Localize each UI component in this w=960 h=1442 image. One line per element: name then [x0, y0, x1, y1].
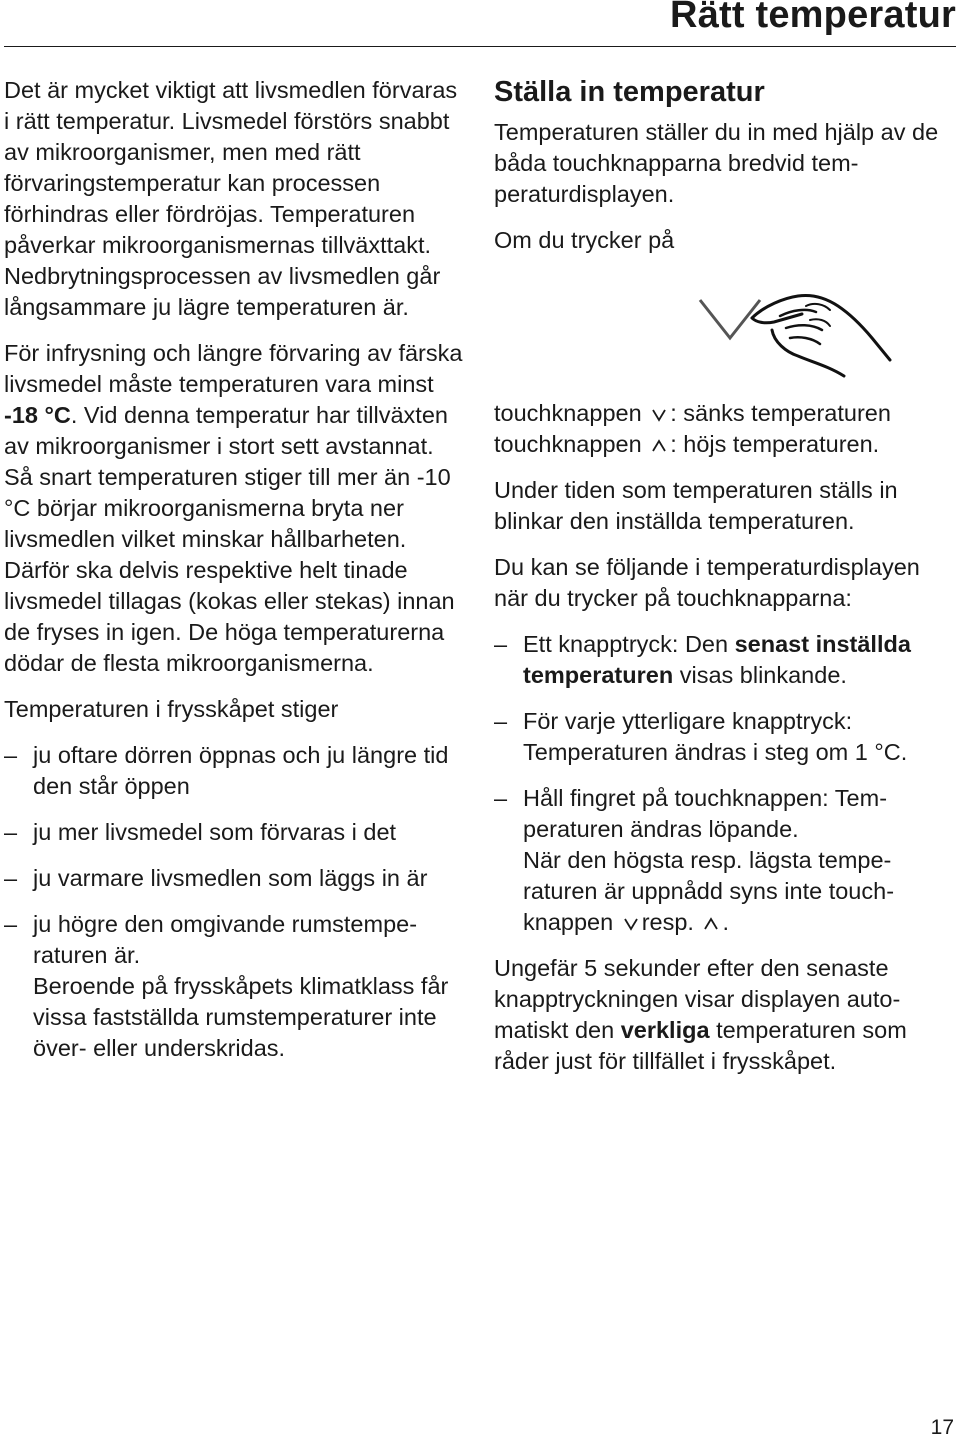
list-item: – Håll fingret på touchknappen: Temperaturen ändras löpande. När den högsta resp. lägsta temperaturen är uppnådd syns inte touchknappen resp. .: [494, 785, 895, 935]
touch-instructions: touchknappen : sänks temperaturen touchknappen : höjs temperaturen.: [494, 400, 891, 457]
chevron-up-icon: [651, 439, 667, 453]
freezing-paragraph: För infrysning och längre förvaring av färska livsmedel måste temperaturen vara minst -18 °C. Vid denna temperatur har tillväxten av mikroorganismer i stort sett avstannat. Så snart temperaturen stiger till mer än -10 °C börjar mikroorganismerna bryta ner livsmedlen vilket minskar hållbarheten. Därför ska delvis respektive helt tinade livsmedel tillagas (kokas eller stekas) innan de fryses in igen. De höga temperaturerna dödar de flesta mikroorganismerna.: [4, 340, 463, 676]
list-item: – Ett knapptryck: Den senast inställda temperaturen visas blinkande.: [494, 631, 911, 688]
chevron-down-icon: [651, 408, 667, 422]
list-item: – ju oftare dörren öppnas och ju längre tid den står öppen: [4, 742, 449, 799]
min-temperature: -18 °C: [4, 402, 71, 428]
intro-paragraph: Det är mycket viktigt att livsmedlen förvaras i rätt temperatur. Livsmedel förstörs snabbt av mikroorganismer, men med rätt förvaringstemperatur kan processen förhindras eller fördröjas. Temperaturen påverkar mikroorganismernas tillväxttakt. Nedbrytningsprocessen av livsmedlen går långsammare ju lägre temperaturen är.: [4, 77, 458, 320]
blink-paragraph: Under tiden som temperaturen ställs in blinkar den inställda temperaturen.: [494, 477, 898, 534]
page-title: Rätt temperatur: [670, 0, 956, 36]
press-intro: Om du trycker på: [494, 227, 675, 253]
list-item: – ju varmare livsmedlen som läggs in är: [4, 865, 428, 891]
section-heading: Ställa in temperatur: [494, 76, 765, 108]
list-item: – ju mer livsmedel som förvaras i det: [4, 819, 397, 845]
left-column: [4, 75, 466, 1079]
chevron-down-icon: [623, 917, 639, 931]
climate-class-note: Beroende på frysskåpets klimatklass får vissa fastställda rumstemperaturer inte över- eller underskridas.: [33, 973, 449, 1061]
chevron-up-icon: [703, 917, 719, 931]
finger-touch-icon: [694, 276, 894, 378]
setting-paragraph: Temperaturen ställer du in med hjälp av de båda touchknapparna bredvid temperaturdisplayen.: [494, 119, 939, 207]
right-column: [494, 75, 956, 1092]
list-item: – För varje ytterligare knapptryck: Temperaturen ändras i steg om 1 °C.: [494, 708, 908, 765]
header-divider: [4, 46, 956, 47]
page-number: 17: [930, 1416, 954, 1439]
list-item: – ju högre den omgivande rumstemperaturen är. Beroende på frysskåpets klimatklass får vissa fastställda rumstemperaturer inte över- eller underskridas.: [4, 911, 449, 1061]
auto-display-paragraph: Ungefär 5 sekunder efter den senaste knapptryckningen visar displayen automatiskt den verkliga temperaturen som råder just för tillfället i frysskåpet.: [494, 955, 907, 1074]
rise-intro: Temperaturen i frysskåpet stiger: [4, 696, 339, 722]
display-intro: Du kan se följande i temperaturdisplayen när du trycker på touchknapparna:: [494, 554, 920, 611]
